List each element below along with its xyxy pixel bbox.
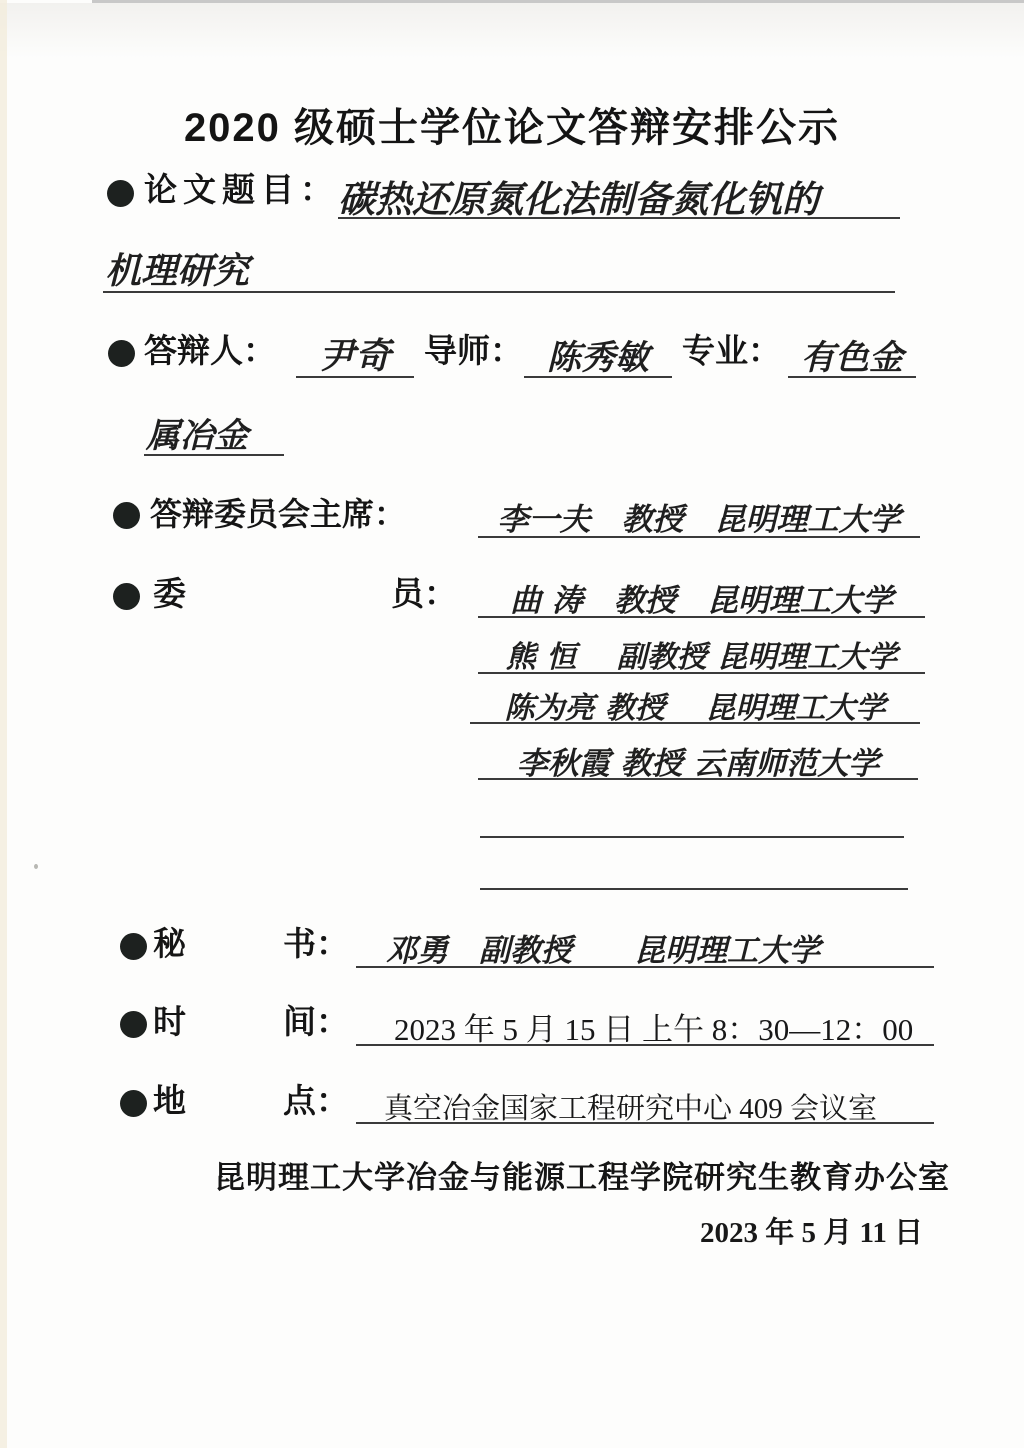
- committee-member-row-empty: [0, 852, 1024, 890]
- thesis-title-value-line2: 机理研究: [103, 243, 895, 293]
- location-label-left: 地: [153, 1084, 186, 1120]
- advisor-name: 陈秀敏: [524, 328, 672, 378]
- candidate-name: 尹奇: [296, 328, 414, 378]
- page-title: 2020 级硕士学位论文答辩安排公示: [183, 106, 841, 150]
- issuing-office: 昆明理工大学冶金与能源工程学院研究生教育办公室: [214, 1160, 950, 1195]
- committee-member: 李秋霞 教授 云南师范大学: [478, 732, 918, 780]
- scan-shadow: [0, 3, 1024, 58]
- committee-member-row-empty: [0, 800, 1024, 838]
- thesis-title-value-line1: 碳热还原氮化法制备氮化钒的: [338, 165, 900, 219]
- thesis-title-row: [0, 165, 1024, 219]
- major-value-line1: 有色金: [788, 328, 916, 378]
- issue-date: 2023 年 5 月 11 日: [700, 1217, 924, 1249]
- chair-row: [0, 490, 1024, 538]
- bullet-icon: [120, 1011, 147, 1038]
- time-label-right: 间：: [283, 1005, 349, 1041]
- secretary-value: 邓勇 副教授 昆明理工大学: [356, 922, 934, 968]
- time-value: 2023 年 5 月 15 日 上午 8：30—12：00: [356, 1000, 934, 1046]
- thesis-title-row-2: [0, 243, 1024, 293]
- secretary-label-right: 书：: [283, 927, 349, 963]
- bullet-icon: [107, 180, 134, 207]
- chair-value: 李一夫 教授 昆明理工大学: [478, 490, 920, 538]
- major-label: 专业：: [682, 334, 781, 370]
- committee-member: 陈为亮 教授 昆明理工大学: [470, 680, 920, 724]
- thesis-title-label: 论文题目：: [144, 173, 339, 209]
- location-row: [0, 1080, 1024, 1124]
- bullet-icon: [120, 933, 147, 960]
- bullet-icon: [120, 1090, 147, 1117]
- bullet-icon: [113, 502, 140, 529]
- time-label-left: 时: [153, 1005, 186, 1041]
- committee-member: 曲 涛 教授 昆明理工大学: [478, 572, 925, 618]
- committee-member-blank-line: [480, 800, 904, 838]
- chair-label: 答辩委员会主席：: [150, 496, 407, 532]
- candidate-label: 答辩人：: [144, 334, 276, 370]
- location-label-right: 点：: [283, 1084, 349, 1120]
- secretary-label-left: 秘: [153, 927, 186, 963]
- candidate-row: [0, 328, 1024, 378]
- committee-member-row: [0, 680, 1024, 724]
- secretary-row: [0, 922, 1024, 968]
- advisor-label: 导师：: [424, 334, 523, 370]
- time-row: [0, 1000, 1024, 1046]
- committee-member-blank-line: [480, 852, 908, 890]
- bullet-icon: [113, 583, 140, 610]
- major-row-2: [0, 408, 1024, 456]
- committee-member: 熊 恒 副教授 昆明理工大学: [478, 628, 925, 674]
- major-value-line2: 属冶金: [144, 408, 284, 456]
- bullet-icon: [108, 340, 135, 367]
- committee-member-row: [0, 628, 1024, 674]
- committee-label-left: 委: [153, 577, 186, 613]
- committee-member-row: [0, 732, 1024, 780]
- location-value: 真空冶金国家工程研究中心 409 会议室: [356, 1080, 934, 1124]
- committee-label-right: 员：: [391, 577, 457, 613]
- committee-row: [0, 572, 1024, 618]
